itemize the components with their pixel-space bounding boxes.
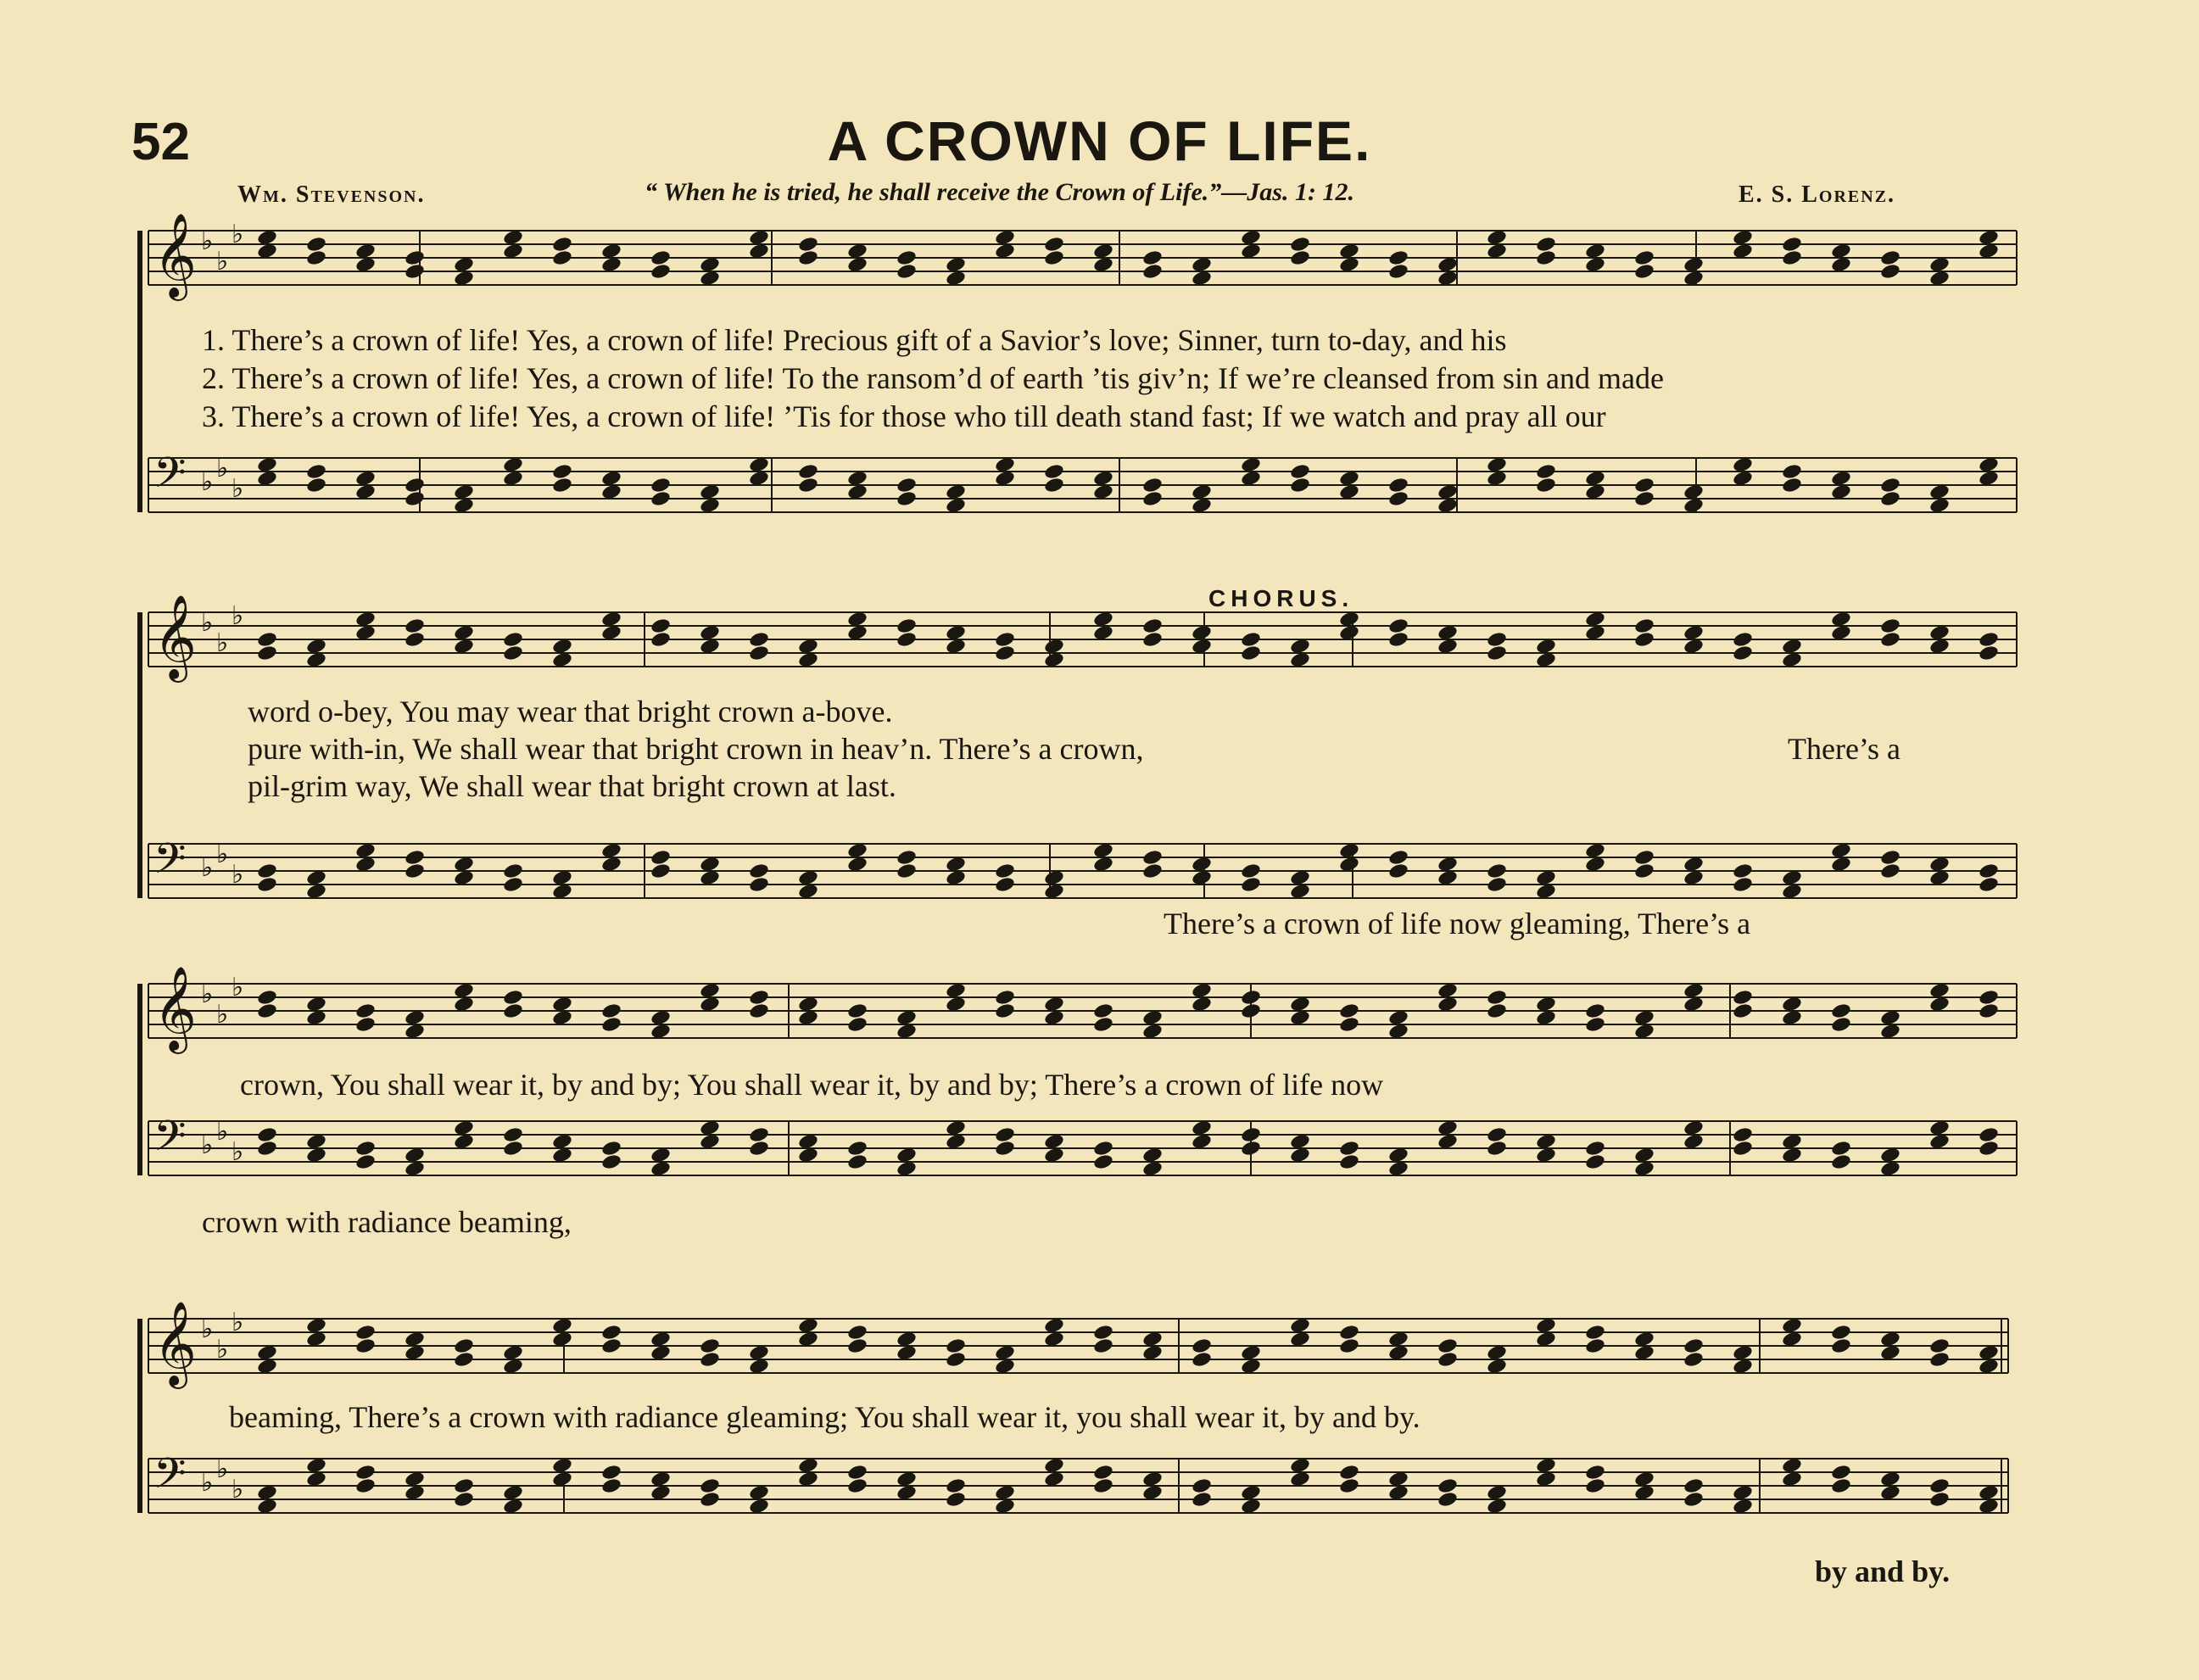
notehead	[1584, 1140, 1605, 1158]
notehead	[994, 631, 1015, 649]
notehead	[1830, 1002, 1851, 1020]
notehead	[1633, 249, 1655, 267]
notehead	[1240, 631, 1261, 649]
notehead	[1584, 1337, 1605, 1355]
notehead	[1732, 631, 1753, 649]
notehead	[1092, 1464, 1113, 1482]
notehead	[994, 1126, 1015, 1144]
notehead	[1092, 1140, 1113, 1158]
notehead	[1486, 862, 1507, 880]
notehead	[748, 645, 769, 662]
notehead	[1879, 263, 1900, 281]
notehead	[1683, 1337, 1704, 1355]
notehead	[1092, 1337, 1113, 1355]
notehead	[1486, 645, 1507, 662]
notehead	[1879, 631, 1900, 649]
notehead	[945, 1477, 966, 1495]
notehead	[896, 862, 917, 880]
notehead	[1437, 1351, 1458, 1369]
notehead	[1683, 1477, 1704, 1495]
lyricist-credit: Wm. Stevenson.	[237, 181, 426, 208]
notehead	[1879, 490, 1900, 508]
notehead	[994, 1002, 1015, 1020]
verse-3-line-2: pil-grim way, We shall wear that bright crown at last.	[248, 769, 896, 803]
notehead	[1781, 249, 1802, 267]
notehead	[600, 1337, 622, 1355]
notehead	[600, 1153, 622, 1171]
notehead	[1486, 876, 1507, 894]
notehead	[650, 263, 671, 281]
svg-text:♭: ♭	[201, 226, 214, 256]
notehead	[600, 1477, 622, 1495]
svg-text:♭: ♭	[216, 1335, 229, 1365]
notehead	[1781, 477, 1802, 494]
notehead	[404, 477, 425, 494]
notehead	[896, 263, 917, 281]
notehead	[1191, 1491, 1212, 1509]
svg-text:♭: ♭	[232, 601, 244, 631]
notehead	[1437, 1477, 1458, 1495]
notehead	[699, 1491, 720, 1509]
notehead	[453, 1351, 474, 1369]
notehead	[1732, 862, 1753, 880]
svg-text:♭: ♭	[232, 1137, 244, 1167]
notehead	[1289, 463, 1310, 481]
notehead	[896, 617, 917, 635]
notehead	[650, 477, 671, 494]
svg-text:𝄢: 𝄢	[153, 449, 187, 508]
bass-ending: by and by.	[1815, 1554, 1951, 1588]
notehead	[502, 862, 523, 880]
notehead	[1387, 862, 1409, 880]
notehead	[551, 463, 572, 481]
notehead	[650, 490, 671, 508]
svg-text:♭: ♭	[216, 454, 229, 483]
notehead	[846, 1153, 868, 1171]
notehead	[1338, 1153, 1359, 1171]
notehead	[502, 645, 523, 662]
notehead	[600, 1016, 622, 1034]
notehead	[1141, 862, 1163, 880]
notehead	[1289, 249, 1310, 267]
notehead	[1633, 631, 1655, 649]
svg-text:♭: ♭	[216, 1117, 229, 1147]
notehead	[354, 1464, 376, 1482]
verse-1-line-1: 1. There’s a crown of life! Yes, a crown of life! Precious gift of a Savior’s love; Sinner, turn to-day, and his	[202, 323, 1507, 357]
notehead	[1732, 1140, 1753, 1158]
notehead	[1141, 617, 1163, 635]
notehead	[256, 1126, 277, 1144]
notehead	[1928, 1477, 1950, 1495]
notehead	[404, 617, 425, 635]
notehead	[354, 1337, 376, 1355]
notehead	[1092, 1002, 1113, 1020]
notehead	[1338, 1477, 1359, 1495]
notehead	[1879, 862, 1900, 880]
notehead	[1830, 1464, 1851, 1482]
svg-text:♭: ♭	[201, 1468, 214, 1498]
notehead	[1584, 1002, 1605, 1020]
notehead	[1092, 1324, 1113, 1342]
svg-text:♭: ♭	[201, 1130, 214, 1160]
notehead	[502, 1002, 523, 1020]
notehead	[1928, 1351, 1950, 1369]
notehead	[896, 849, 917, 867]
svg-text:♭: ♭	[232, 860, 244, 890]
notehead	[1043, 249, 1064, 267]
verse-2-line-1: 2. There’s a crown of life! Yes, a crown of life! To the ransom’d of earth ’tis giv’n; If we’re cleansed from sin and made	[202, 361, 1664, 395]
notehead	[502, 631, 523, 649]
notehead	[354, 1002, 376, 1020]
notehead	[797, 249, 818, 267]
notehead	[404, 849, 425, 867]
svg-text:♭: ♭	[201, 853, 214, 883]
verse-2-line-2: pure with-in, We shall wear that bright crown in heav’n. There’s a crown,	[248, 732, 1144, 766]
notehead	[1141, 490, 1163, 508]
notehead	[600, 1140, 622, 1158]
notehead	[650, 849, 671, 867]
notehead	[453, 1477, 474, 1495]
notehead	[1633, 849, 1655, 867]
notehead	[1191, 1337, 1212, 1355]
notehead	[1338, 1016, 1359, 1034]
notehead	[1240, 1140, 1261, 1158]
svg-text:𝄞: 𝄞	[153, 213, 197, 298]
svg-text:𝄞: 𝄞	[153, 966, 197, 1051]
notehead	[1633, 862, 1655, 880]
notehead	[1387, 263, 1409, 281]
notehead	[1289, 477, 1310, 494]
notehead	[1928, 1337, 1950, 1355]
notehead	[1387, 477, 1409, 494]
notehead	[650, 249, 671, 267]
notehead	[453, 1337, 474, 1355]
notehead	[551, 477, 572, 494]
notehead	[1584, 1477, 1605, 1495]
notehead	[1338, 1002, 1359, 1020]
notehead	[551, 236, 572, 254]
notehead	[994, 1140, 1015, 1158]
notehead	[1830, 1477, 1851, 1495]
svg-text:𝄢: 𝄢	[153, 1449, 187, 1509]
notehead	[1338, 1324, 1359, 1342]
notehead	[945, 1491, 966, 1509]
notehead	[1535, 236, 1556, 254]
svg-text:♭: ♭	[216, 840, 229, 869]
notehead	[699, 1477, 720, 1495]
notehead	[1486, 1002, 1507, 1020]
chorus-line-2: beaming, There’s a crown with radiance gleaming; You shall wear it, you shall wear it, by and by.	[229, 1400, 1420, 1434]
notehead	[1633, 617, 1655, 635]
song-title: A CROWN OF LIFE.	[827, 109, 1372, 172]
notehead	[354, 1324, 376, 1342]
notehead	[846, 1477, 868, 1495]
chorus-label: CHORUS.	[1208, 585, 1354, 611]
notehead	[699, 1337, 720, 1355]
notehead	[1191, 1477, 1212, 1495]
notehead	[256, 1002, 277, 1020]
svg-text:♭: ♭	[201, 980, 214, 1009]
svg-text:♭: ♭	[232, 220, 244, 249]
notehead	[1584, 1153, 1605, 1171]
notehead	[846, 1140, 868, 1158]
notehead	[1387, 631, 1409, 649]
svg-text:𝄢: 𝄢	[153, 1112, 187, 1171]
notehead	[846, 1016, 868, 1034]
notehead	[256, 645, 277, 662]
svg-text:♭: ♭	[201, 1314, 214, 1344]
notehead	[1486, 989, 1507, 1007]
notehead	[404, 490, 425, 508]
notehead	[1732, 645, 1753, 662]
notehead	[305, 477, 327, 494]
notehead	[1928, 1491, 1950, 1509]
notehead	[1978, 1126, 1999, 1144]
notehead	[650, 862, 671, 880]
svg-text:♭: ♭	[232, 1308, 244, 1337]
svg-text:𝄞: 𝄞	[153, 594, 197, 679]
notehead	[1584, 1016, 1605, 1034]
notehead	[748, 989, 769, 1007]
notehead	[1633, 490, 1655, 508]
svg-text:♭: ♭	[216, 247, 229, 276]
notehead	[1289, 236, 1310, 254]
notehead	[797, 477, 818, 494]
notehead	[1338, 1464, 1359, 1482]
notehead	[748, 862, 769, 880]
notehead	[1978, 876, 1999, 894]
notehead	[600, 1002, 622, 1020]
notehead	[404, 263, 425, 281]
notehead	[1141, 849, 1163, 867]
notehead	[256, 631, 277, 649]
notehead	[354, 1153, 376, 1171]
notehead	[1584, 1464, 1605, 1482]
notehead	[699, 1351, 720, 1369]
notehead	[1830, 1153, 1851, 1171]
notehead	[1240, 645, 1261, 662]
notehead	[404, 249, 425, 267]
notehead	[1043, 463, 1064, 481]
notehead	[1978, 1140, 1999, 1158]
notehead	[994, 989, 1015, 1007]
notehead	[1240, 1002, 1261, 1020]
notehead	[1978, 645, 1999, 662]
notehead	[1732, 1126, 1753, 1144]
notehead	[1486, 631, 1507, 649]
notehead	[256, 989, 277, 1007]
svg-text:𝄢: 𝄢	[153, 834, 187, 894]
notehead	[1535, 463, 1556, 481]
notehead	[1978, 989, 1999, 1007]
notehead	[1338, 1140, 1359, 1158]
notehead	[1240, 1126, 1261, 1144]
notehead	[1240, 989, 1261, 1007]
notehead	[1387, 617, 1409, 635]
chorus-treble-lead: There’s a	[1788, 732, 1900, 766]
verse-1-line-2: word o-bey, You may wear that bright crown a-bove.	[248, 695, 893, 728]
notehead	[1978, 1002, 1999, 1020]
notehead	[1732, 989, 1753, 1007]
chorus-bass-line-1: There’s a crown of life now gleaming, There’s a	[1164, 907, 1751, 940]
notehead	[1043, 236, 1064, 254]
notehead	[1830, 1337, 1851, 1355]
notehead	[748, 1140, 769, 1158]
notehead	[748, 1002, 769, 1020]
notehead	[502, 876, 523, 894]
notehead	[748, 631, 769, 649]
notehead	[896, 490, 917, 508]
notehead	[1240, 862, 1261, 880]
notehead	[305, 463, 327, 481]
notehead	[1141, 477, 1163, 494]
svg-text:♭: ♭	[216, 1454, 229, 1484]
verse-3-line-1: 3. There’s a crown of life! Yes, a crown of life! ’Tis for those who till death stand fast; If we watch and pray all our	[202, 399, 1606, 433]
notehead	[256, 862, 277, 880]
notehead	[256, 1140, 277, 1158]
svg-text:♭: ♭	[232, 474, 244, 504]
page-number: 52	[131, 113, 190, 171]
notehead	[896, 249, 917, 267]
svg-text:♭: ♭	[216, 1000, 229, 1030]
notehead	[1879, 249, 1900, 267]
notehead	[994, 876, 1015, 894]
notehead	[404, 631, 425, 649]
notehead	[502, 989, 523, 1007]
notehead	[1437, 1491, 1458, 1509]
svg-text:♭: ♭	[232, 1475, 244, 1504]
notehead	[600, 1324, 622, 1342]
notehead	[1338, 1337, 1359, 1355]
notehead	[846, 1464, 868, 1482]
notehead	[1830, 1324, 1851, 1342]
notehead	[1879, 617, 1900, 635]
svg-text:𝄞: 𝄞	[153, 1301, 197, 1386]
notehead	[1092, 1477, 1113, 1495]
notehead	[1387, 490, 1409, 508]
notehead	[797, 463, 818, 481]
notehead	[354, 1477, 376, 1495]
notehead	[797, 236, 818, 254]
notehead	[1683, 1351, 1704, 1369]
notehead	[846, 1337, 868, 1355]
svg-text:♭: ♭	[201, 608, 214, 638]
notehead	[748, 1126, 769, 1144]
notehead	[305, 236, 327, 254]
notehead	[1633, 477, 1655, 494]
notehead	[1633, 263, 1655, 281]
notehead	[1191, 1351, 1212, 1369]
svg-text:♭: ♭	[216, 628, 229, 658]
notehead	[1683, 1491, 1704, 1509]
notehead	[1141, 263, 1163, 281]
notehead	[1732, 1002, 1753, 1020]
notehead	[994, 862, 1015, 880]
notehead	[1535, 477, 1556, 494]
notehead	[256, 876, 277, 894]
notehead	[1092, 1153, 1113, 1171]
notehead	[1732, 876, 1753, 894]
notehead	[1043, 477, 1064, 494]
notehead	[1535, 249, 1556, 267]
composer-credit: E. S. Lorenz.	[1739, 181, 1896, 208]
scripture-epigraph: “ When he is tried, he shall receive the Crown of Life.”—Jas. 1: 12.	[645, 178, 1354, 206]
notehead	[1141, 249, 1163, 267]
notehead	[1141, 631, 1163, 649]
chorus-bass-line-2: crown with radiance beaming,	[202, 1205, 572, 1239]
notehead	[1387, 849, 1409, 867]
notehead	[896, 477, 917, 494]
notehead	[896, 631, 917, 649]
notehead	[945, 1337, 966, 1355]
notehead	[1879, 477, 1900, 494]
svg-text:♭: ♭	[232, 973, 244, 1002]
notehead	[354, 1016, 376, 1034]
notehead	[1781, 236, 1802, 254]
notehead	[1092, 1016, 1113, 1034]
notehead	[1978, 631, 1999, 649]
notehead	[1486, 1140, 1507, 1158]
notehead	[453, 1491, 474, 1509]
notehead	[1830, 1140, 1851, 1158]
notehead	[1830, 1016, 1851, 1034]
notehead	[650, 631, 671, 649]
notehead	[1486, 1126, 1507, 1144]
notehead	[846, 1002, 868, 1020]
notehead	[846, 1324, 868, 1342]
notehead	[1879, 849, 1900, 867]
chorus-line-1: crown, You shall wear it, by and by; You shall wear it, by and by; There’s a crown of life now	[240, 1068, 1384, 1102]
notehead	[502, 1126, 523, 1144]
svg-text:♭: ♭	[201, 467, 214, 497]
notehead	[748, 876, 769, 894]
notehead	[1978, 862, 1999, 880]
notehead	[945, 1351, 966, 1369]
notehead	[354, 1140, 376, 1158]
notehead	[650, 617, 671, 635]
notehead	[1437, 1337, 1458, 1355]
notehead	[994, 645, 1015, 662]
notehead	[305, 249, 327, 267]
notehead	[1240, 876, 1261, 894]
notehead	[1584, 1324, 1605, 1342]
notehead	[404, 862, 425, 880]
notehead	[1387, 249, 1409, 267]
notehead	[502, 1140, 523, 1158]
notehead	[1781, 463, 1802, 481]
notehead	[600, 1464, 622, 1482]
notehead	[551, 249, 572, 267]
